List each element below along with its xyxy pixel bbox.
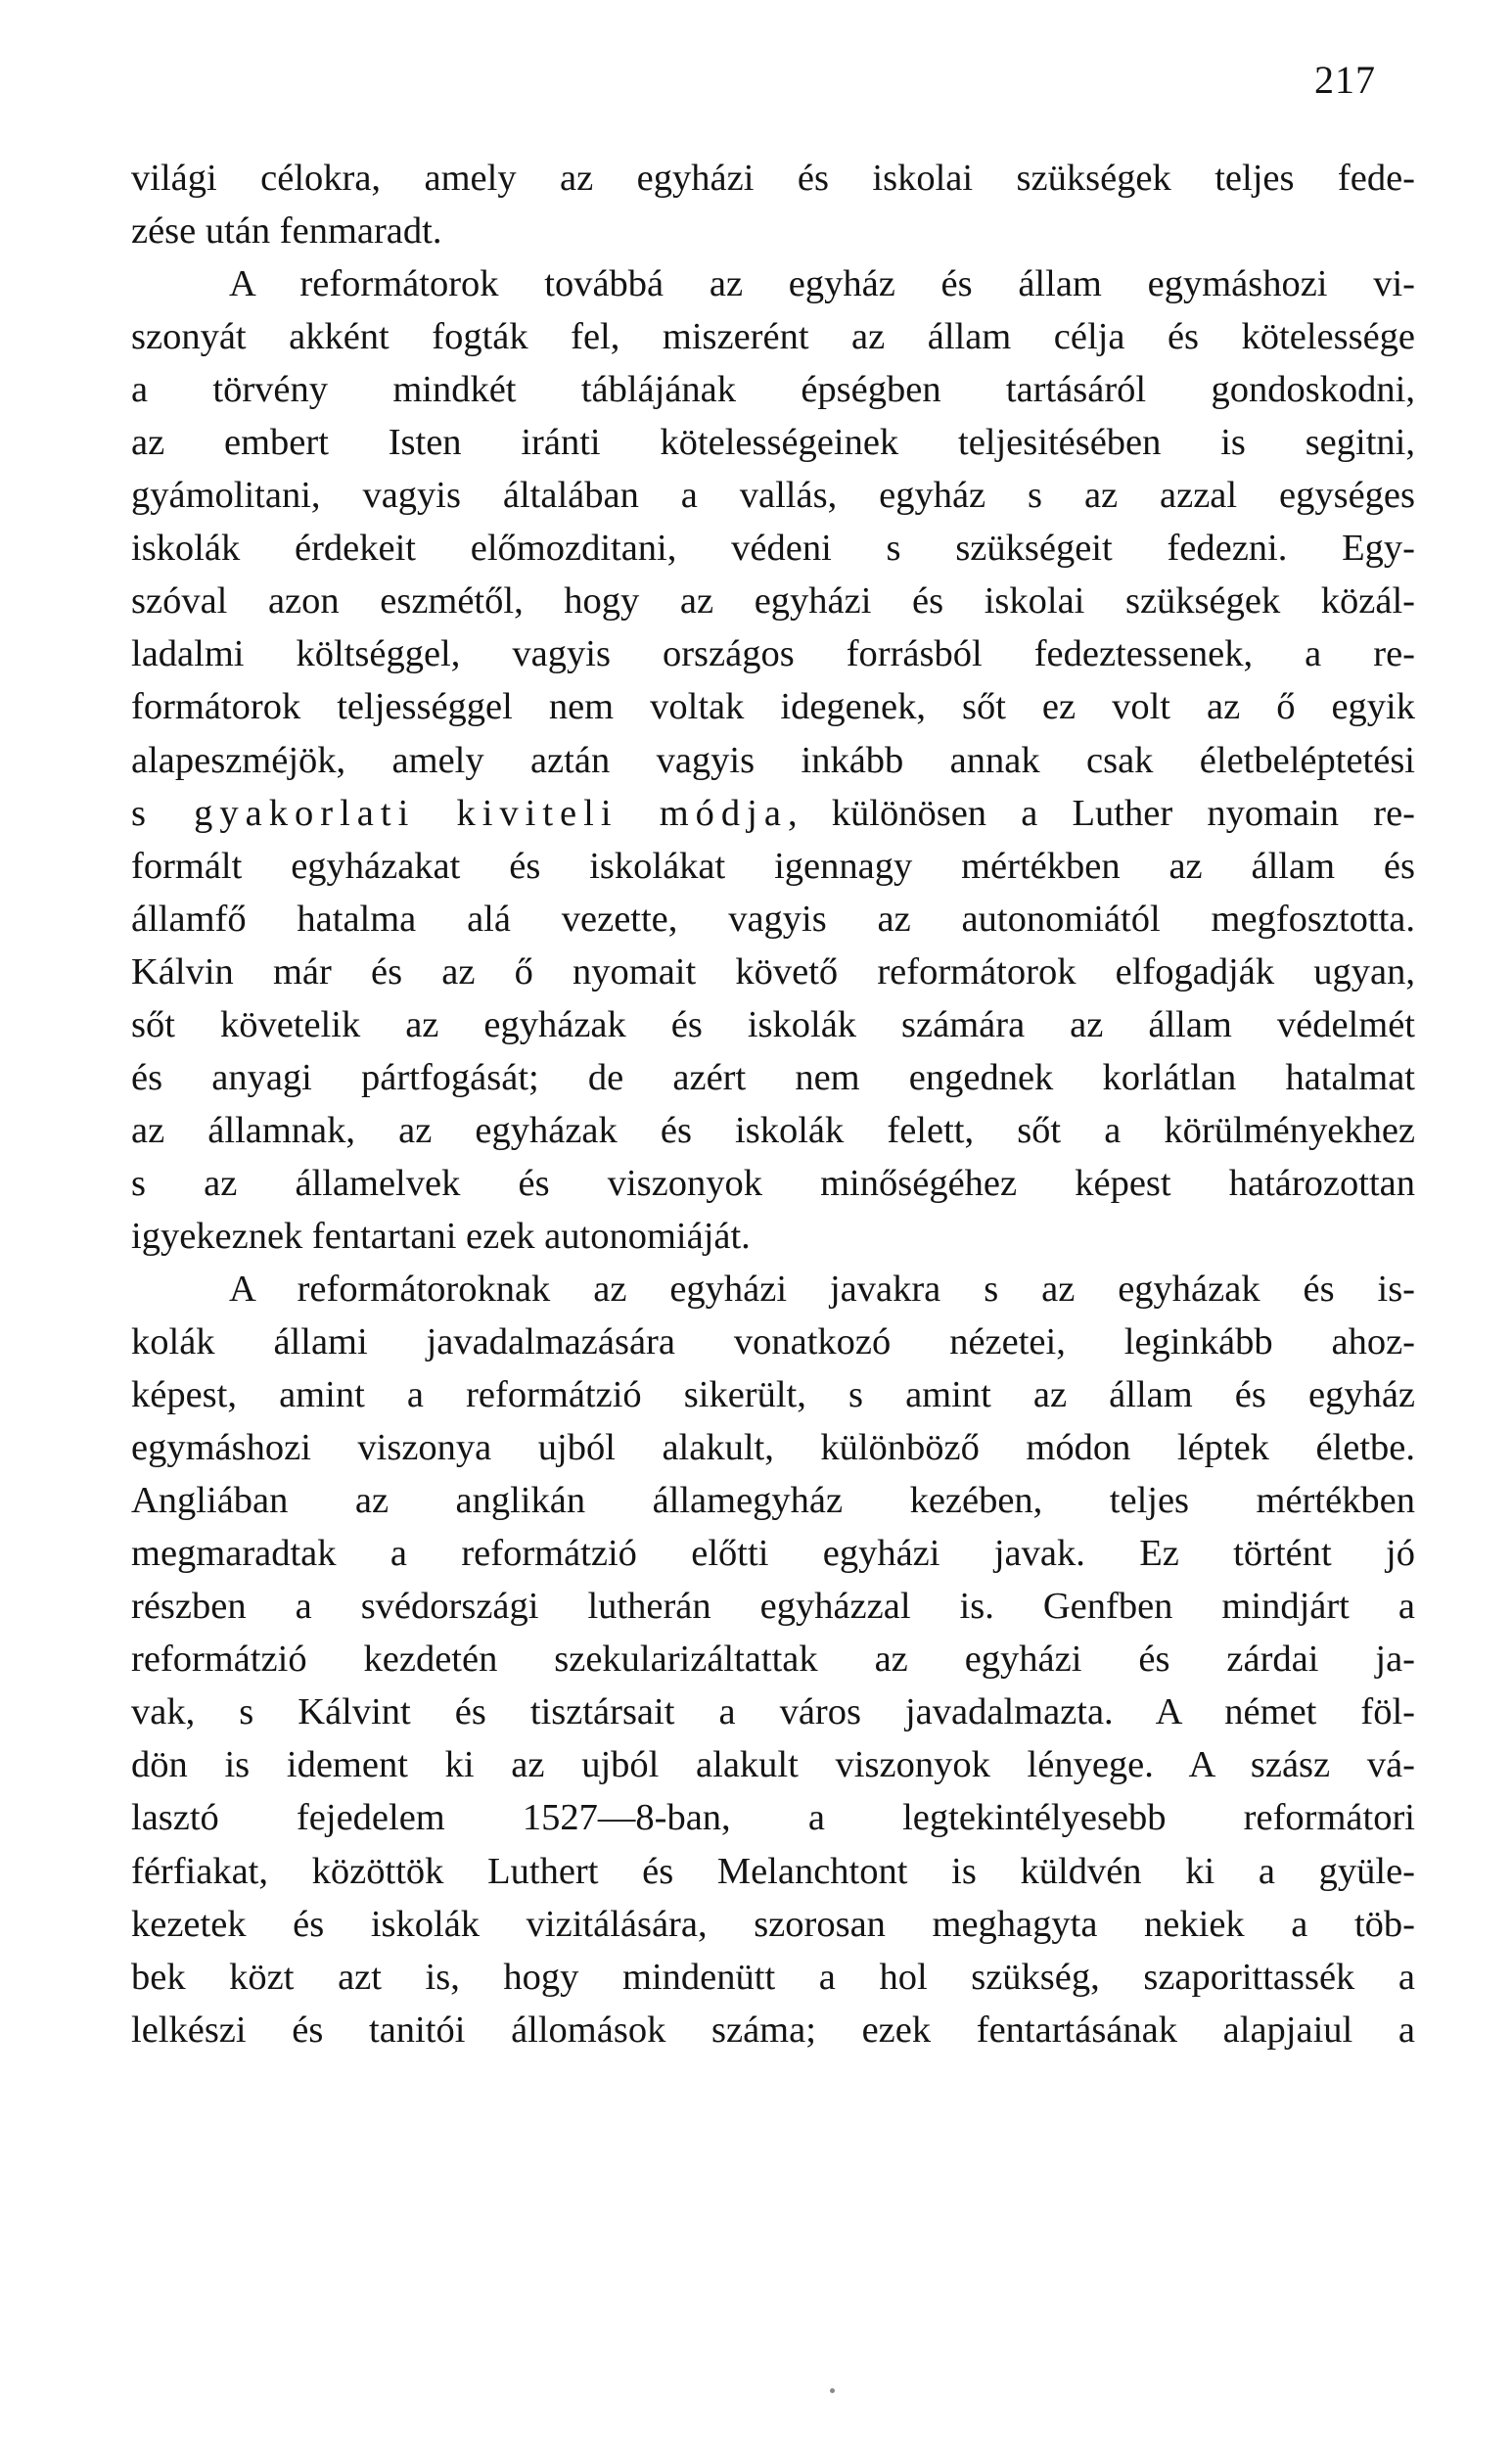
text-line: s az államelvek és viszonyok minőségéhez képest határozottan [131, 1162, 1415, 1204]
text-line: és anyagi pártfogását; de azért nem engednek korlátlan hatalmat [131, 1056, 1415, 1098]
text-line: szonyát akként fogták fel, miszerént az állam célja és kötelessége [131, 316, 1415, 358]
text-line: ladalmi költséggel, vagyis országos forrásból fedeztessenek, a re- [131, 633, 1415, 675]
text-line: formátorok teljességgel nem voltak idegenek, sőt ez volt az ő egyik [131, 686, 1415, 728]
text-line: reformátzió kezdetén szekularizáltattak az egyházi és zárdai ja- [131, 1639, 1415, 1681]
text-line: Angliában az anglikán államegyház kezében, teljes mértékben [131, 1480, 1415, 1522]
text-line: az embert Isten iránti kötelességeinek teljesitésében is segitni, [131, 422, 1415, 464]
text-line: formált egyházakat és iskolákat igennagy mértékben az állam és [131, 845, 1415, 887]
text-line: igyekeznek fentartani ezek autonomiáját. [131, 1215, 751, 1257]
spaced-emphasis: s gyakorlati kiviteli módja [131, 792, 788, 834]
text-line: részben a svédországi lutherán egyházzal is. Genfben mindjárt a [131, 1586, 1415, 1628]
text-line: A reformátoroknak az egyházi javakra s az egyházak és is- [229, 1268, 1415, 1310]
text-line: megmaradtak a reformátzió előtti egyházi javak. Ez történt jó [131, 1533, 1415, 1575]
text-line: képest, amint a reformátzió sikerült, s amint az állam és egyház [131, 1374, 1415, 1416]
text-line: szóval azon eszmétől, hogy az egyházi és iskolai szükségek közál- [131, 580, 1415, 623]
text-line: vak, s Kálvint és tisztársait a város javadalmazta. A német föl- [131, 1691, 1415, 1733]
text-line: kezetek és iskolák vizitálására, szorosan meghagyta nekiek a töb- [131, 1903, 1415, 1945]
text-line: a törvény mindkét táblájának épségben tartásáról gondoskodni, [131, 369, 1415, 411]
text-line: államfő hatalma alá vezette, vagyis az autonomiától megfosztotta. [131, 898, 1415, 940]
text-line: dön is idement ki az ujból alakult viszonyok lényege. A szász vá- [131, 1744, 1415, 1786]
body-text [131, 152, 1415, 2056]
text-line [131, 787, 1415, 840]
page-number: 217 [1314, 58, 1376, 102]
text-line: férfiakat, közöttök Luthert és Melanchtont is küldvén ki a gyüle- [131, 1850, 1415, 1892]
text-line: lelkészi és tanitói állomások száma; ezek fentartásának alapjaiul a [131, 2008, 1415, 2051]
text-line: iskolák érdekeit előmozditani, védeni s szükségeit fedezni. Egy- [131, 528, 1415, 570]
text-line: az államnak, az egyházak és iskolák felett, sőt a körülményekhez [131, 1109, 1415, 1151]
text-line: A reformátorok továbbá az egyház és állam egymáshozi vi- [229, 263, 1415, 305]
text-line: zése után fenmaradt. [131, 210, 442, 253]
text-line-rest: , különösen a Luther nyomain re- [787, 792, 1415, 834]
text-line: bek közt azt is, hogy mindenütt a hol szükség, szaporittassék a [131, 1956, 1415, 1998]
print-speck [830, 2388, 835, 2393]
text-line: világi célokra, amely az egyházi és iskolai szükségek teljes fede- [131, 158, 1415, 199]
text-line: lasztó fejedelem 1527—8-ban, a legtekintélyesebb reformátori [131, 1797, 1415, 1839]
text-line: sőt követelik az egyházak és iskolák számára az állam védelmét [131, 1003, 1415, 1045]
text-line: kolák állami javadalmazására vonatkozó nézetei, leginkább ahoz- [131, 1321, 1415, 1363]
text-line: alapeszméjök, amely aztán vagyis inkább annak csak életbeléptetési [131, 739, 1415, 781]
text-line: gyámolitani, vagyis általában a vallás, egyház s az azzal egységes [131, 475, 1415, 517]
text-line: egymáshozi viszonya ujból alakult, különböző módon léptek életbe. [131, 1427, 1415, 1469]
text-line: Kálvin már és az ő nyomait követő reformátorok elfogadják ugyan, [131, 950, 1415, 993]
